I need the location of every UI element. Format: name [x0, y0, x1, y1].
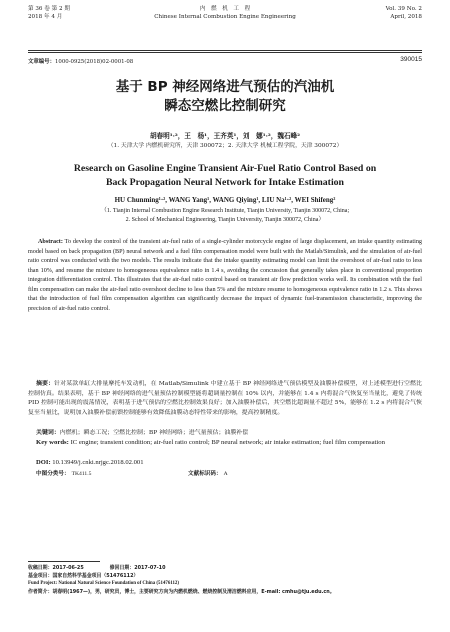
footnote-rule — [28, 561, 100, 562]
article-number: 文章编号：1000-0925(2018)02-0001-08 — [28, 59, 134, 65]
english-abstract: Abstract: To develop the control of the transient air-fuel ratio of a single-cylinder motorcycle engine of large displacement, an intake quantity estimating model based on back propagation (BP) neural network and a fuel film compensation model were built with the Matlab/Simulink, and the simulation of air-fuel ratio control was conducted with the two models. The results indicate that the intake quantity estimating model can limit the overshoot of air-fuel ratio to less than 10%, and resume the mixture to homogeneous equivalence ratio in 1.4 s, avoiding the concussion that generally takes place in conventional proportion integration differentiation control. This illustrates that the air-fuel ratio control based on transient air flow prediction works well. Its combination with the fuel film compensation can make the air-fuel ratio overshoot decline to less than 5% and the mixture resume to homogeneous equivalence ratio in 1.2 s. This shows that the introduction of fuel film compensation algorithm can significantly decrease the impact of dynamic fuel-transmission characteristic, improving the precision of air-fuel ratio control. — [28, 239, 422, 312]
document-code: 文献标识码： A — [188, 471, 228, 477]
chinese-affiliation: （1. 天津大学 内燃机研究所，天津 300072；2. 天津大学 机械工程学院，天津 300072） — [107, 143, 343, 149]
chinese-title: 基于 BP 神经网络进气预估的汽油机 瞬态空燃比控制研究 — [115, 79, 335, 114]
footnote-dates: 收稿日期：2017-06-25 修回日期：2017-07-10 — [28, 565, 166, 571]
chinese-abstract: 摘要：针对某款单缸大排量摩托车发动机，在 Matlab/Simulink 中建立基于 BP 神经网络进气预估模型及油膜补偿模型，对上述模型进行空燃比控制仿真。结果表明，基于 BP 神经网络的进气量预估控制模型能将超调量控制在 10% 以内，并能够在 1.4 s 内将混合气恢复至当量比，避免了传统 PID 控制可能出现的震荡情况，表明基于进气预估的空燃比控制效果良好；加入油膜补偿后，其空燃比超调量不超过 5%，能够在 1.2 s 内将混合气恢复至当量比，说明加入油膜补偿前馈控制能够有效降低油膜动态特性带来的影响，提高控制精度。 — [28, 380, 422, 417]
header-volume: Vol. 39 No. 2 April, 2018 — [385, 6, 422, 20]
english-affiliation: （1. Tianjin Internal Combustion Engine Research Institute, Tianjin University, Tianjin 300072, China; 2. School of Mechanical Engineering, Tianjin University, Tianjin 300072, China） — [100, 208, 350, 223]
english-authors: HU Chunming¹·², WANG Yang¹, WANG Qiying¹, LIU Na¹·², WEI Shifeng² — [114, 196, 336, 204]
header-rule-thin — [28, 52, 422, 53]
header-issue: 第 36 卷 第 2 期 2018 年 4 月 — [28, 6, 70, 20]
running-header — [28, 6, 422, 28]
footnote-fund-en: Fund Project: National Natural Science Foundation of China (51476112) — [28, 581, 179, 586]
footnote-fund-cn: 基金项目：国家自然科学基金项目（51476112） — [28, 573, 139, 579]
classification-number: 中图分类号： TK411.5 — [36, 471, 92, 477]
footnote-author: 作者简介：胡春明(1967—)，男，研究员，博士，主要研究方向为内燃机燃烧、燃烧控制及清洁燃料应用，E-mail: cmhu@tju.edu.cn。 — [28, 589, 335, 595]
header-rule — [28, 50, 422, 51]
chinese-authors: 胡春明¹·²，王 杨¹，王齐英¹，刘 娜¹·²，魏石峰² — [149, 132, 301, 140]
article-code: 390015 — [400, 56, 422, 63]
english-title: Research on Gasoline Engine Transient Air-Fuel Ratio Control Based on Back Propagation Neural Network for Intake Estimation — [73, 163, 377, 188]
english-keywords: Key words: IC engine; transient condition; air-fuel ratio control; BP neural network; air intake estimation; fuel film compensation — [36, 439, 385, 446]
chinese-keywords: 关键词：内燃机；瞬态工况；空燃比控制；BP 神经网络；进气量预估；油膜补偿 — [36, 429, 249, 436]
doi: DOI: 10.13949/j.cnki.nrjgc.2018.02.001 — [36, 459, 144, 466]
header-journal: 内 燃 机 工 程 Chinese Internal Combustion Engine Engineering — [154, 6, 296, 20]
